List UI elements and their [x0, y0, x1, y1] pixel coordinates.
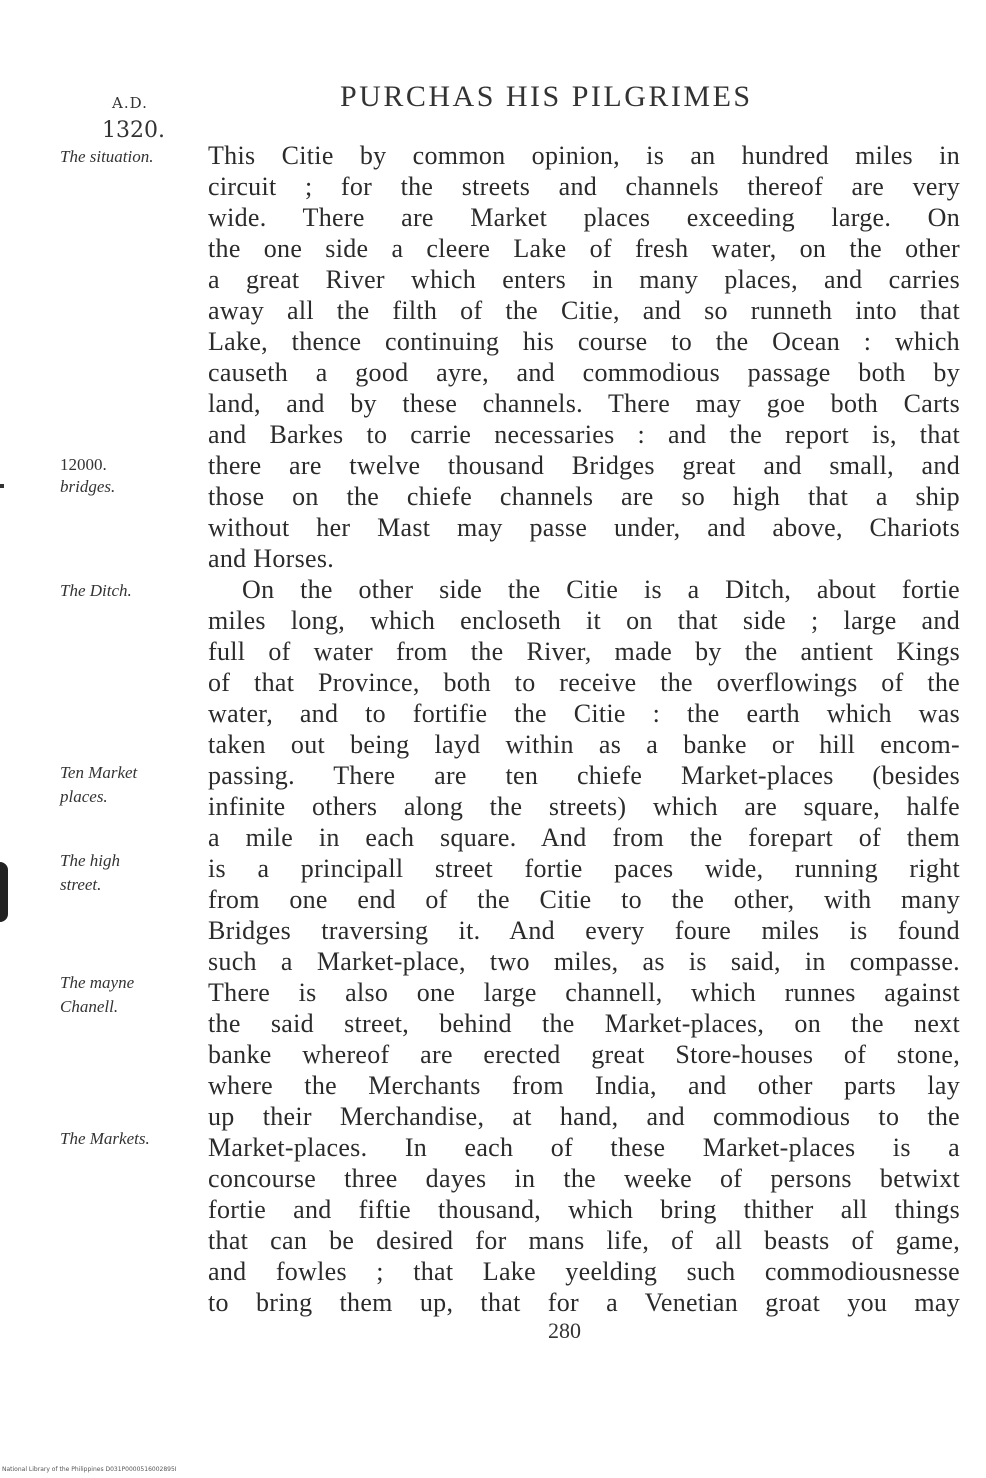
- text-line: Bridges traversing it. And every foure miles is found: [208, 916, 960, 945]
- text-line: and Barkes to carrie necessaries : and the report is, that: [208, 420, 960, 449]
- margin-note-ditch: The Ditch.: [60, 581, 132, 600]
- margin-note-places: places.: [60, 787, 108, 806]
- body-text: [208, 140, 960, 1318]
- text-line: and Horses.: [208, 544, 335, 573]
- text-line: from one end of the Citie to the other, with many: [208, 885, 960, 914]
- year-label: A.D.: [112, 94, 148, 112]
- page-number: 280: [548, 1318, 581, 1343]
- text-line: banke whereof are erected great Store-houses of stone,: [208, 1040, 960, 1069]
- page-title: PURCHAS HIS PILGRIMES: [340, 80, 753, 113]
- text-line: the one side a cleere Lake of fresh water, on the other: [208, 234, 960, 263]
- text-line: there are twelve thousand Bridges great and small, and: [208, 451, 960, 480]
- text-line: On the other side the Citie is a Ditch, about fortie: [242, 575, 960, 604]
- margin-note-the-high: The high: [60, 851, 120, 870]
- text-line: and fowles ; that Lake yeelding such commodiousnesse: [208, 1257, 960, 1286]
- margin-note-12000: 12000.: [60, 455, 107, 474]
- text-line: taken out being layd within as a banke or hill encom-: [208, 730, 960, 759]
- text-line: up their Merchandise, at hand, and commodious to the: [208, 1102, 960, 1131]
- text-line: passing. There are ten chiefe Market-places (besides: [208, 761, 960, 790]
- margin-note-chanell: Chanell.: [60, 997, 119, 1016]
- text-line: fortie and fiftie thousand, which bring thither all things: [208, 1195, 960, 1224]
- text-line: a great River which enters in many places, and carries: [208, 265, 960, 294]
- text-line: those on the chiefe channels are so high that a ship: [208, 482, 960, 511]
- text-line: away all the filth of the Citie, and so runneth into that: [208, 296, 960, 325]
- margin-note-situation: The situation.: [60, 147, 154, 166]
- text-line: without her Mast may passe under, and above, Chariots: [208, 513, 960, 542]
- text-line: of that Province, both to receive the overflowings of the: [208, 668, 960, 697]
- text-line: such a Market-place, two miles, as is said, in compasse.: [208, 947, 960, 976]
- text-line: water, and to fortifie the Citie : the earth which was: [208, 699, 960, 728]
- margin-note-the-mayne: The mayne: [60, 973, 135, 992]
- text-line: infinite others along the streets) which are square, halfe: [208, 792, 960, 821]
- text-line: Lake, thence continuing his course to the Ocean : which: [208, 327, 960, 356]
- edge-dot: [0, 484, 4, 488]
- year: 1320.: [102, 118, 165, 143]
- text-line: wide. There are Market places exceeding large. On: [208, 203, 960, 232]
- margin-note-street: street.: [60, 875, 102, 894]
- text-line: causeth a good ayre, and commodious passage both by: [208, 358, 960, 387]
- text-line: This Citie by common opinion, is an hundred miles in: [208, 141, 960, 170]
- text-line: land, and by these channels. There may goe both Carts: [208, 389, 960, 418]
- margin-note-markets: The Markets.: [60, 1129, 150, 1148]
- text-line: full of water from the River, made by the antient Kings: [208, 637, 960, 666]
- margin-note-ten-market: Ten Market: [60, 763, 138, 782]
- text-line: a mile in each square. And from the forepart of them: [208, 823, 960, 852]
- text-line: miles long, which encloseth it on that side ; large and: [208, 606, 960, 635]
- binding-edge-mark: [0, 862, 8, 922]
- text-line: concourse three dayes in the weeke of persons betwixt: [208, 1164, 960, 1193]
- text-line: circuit ; for the streets and channels thereof are very: [208, 172, 960, 201]
- text-line: that can be desired for mans life, of all beasts of game,: [208, 1226, 960, 1255]
- scan-credit: National Library of the Philippines D031P0000516002895I: [2, 1466, 177, 1473]
- text-line: There is also one large channell, which runnes against: [208, 978, 960, 1007]
- text-line: where the Merchants from India, and other parts lay: [208, 1071, 960, 1100]
- text-line: is a principall street fortie paces wide, running right: [208, 854, 960, 883]
- text-line: Market-places. In each of these Market-places is a: [208, 1133, 960, 1162]
- text-line: the said street, behind the Market-places, on the next: [208, 1009, 960, 1038]
- text-line: to bring them up, that for a Venetian groat you may: [208, 1288, 960, 1317]
- margin-note-bridges: bridges.: [60, 477, 116, 496]
